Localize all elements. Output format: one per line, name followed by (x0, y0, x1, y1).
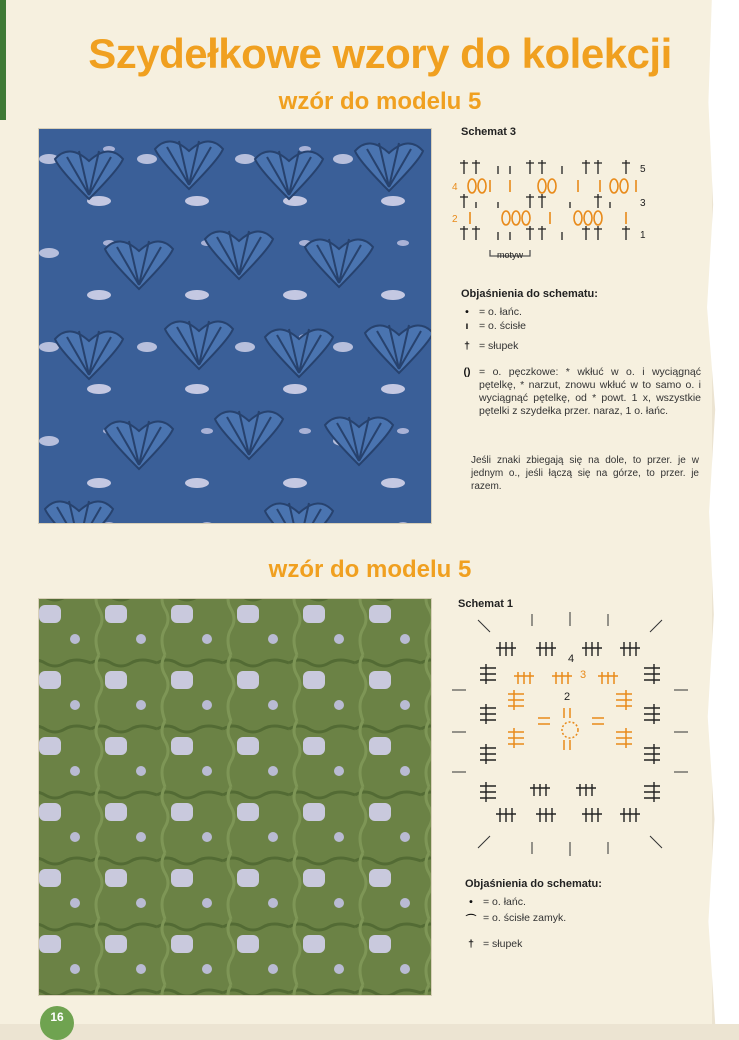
legend-2-row-dc (465, 938, 695, 950)
slip-stitch-symbol-icon: ⌒ (465, 914, 477, 926)
schema-3-caption: motyw (496, 250, 524, 260)
schema-3-row-2: 2 (452, 214, 458, 225)
schema-1-title: Schemat 1 (458, 598, 514, 610)
puff-stitch-symbol-icon: () (463, 366, 471, 378)
legend-2-row-slip (465, 912, 695, 927)
legend-1-text-puff: = o. pęczkowe: * wkłuć w o. i wyciągnąć pętelkę, * narzut, znowu wkłuć w to samo o. i wyciągnąć pętelkę, od * powt. 1 x, wszystkie pętelki z szydełka przer. naraz, 1 o. łańc. (479, 366, 701, 417)
schema-3-diagram (450, 150, 660, 262)
schema-3-row-4: 4 (452, 182, 458, 193)
green-crochet-swatch-photo (38, 598, 432, 996)
legend-1-text-chain: = o. łańc. (479, 306, 522, 318)
legend-2-text-dc: = słupek (483, 938, 523, 950)
legend-1-text-sc: = o. ścisłe (479, 320, 526, 332)
schema-1-round-2: 2 (564, 691, 571, 703)
legend-2-text-chain: = o. łańc. (483, 896, 526, 908)
chain-symbol-icon: • (469, 896, 473, 908)
schema-3-row-5: 5 (640, 164, 646, 175)
legend-1-row-dc (461, 340, 701, 352)
legend-1-row-chain (461, 306, 701, 318)
chain-symbol-icon: • (465, 306, 469, 318)
schema-1-round-4: 4 (568, 653, 575, 665)
legend-2-title: Objaśnienia do schematu: (465, 878, 602, 890)
double-crochet-symbol-icon: † (464, 340, 470, 352)
legend-1-row-puff (461, 366, 701, 418)
legend-1-row-sc (461, 320, 701, 332)
schema-3-row-3: 3 (640, 198, 646, 209)
single-crochet-symbol-icon: ı (465, 320, 469, 332)
section-1-subtitle: wzór do modelu 5 (278, 88, 482, 115)
legend-1-note: Jeśli znaki zbiegają się na dole, to przer. je w jednym o., jeśli łączą się na górze, to przer. je razem. (471, 455, 699, 492)
legend-2-row-chain (465, 896, 695, 908)
page-title: Szydełkowe wzory do kolekcji (88, 30, 672, 77)
schema-3-row-1: 1 (640, 230, 646, 241)
legend-2-text-slip: = o. ścisłe zamyk. (483, 912, 567, 924)
legend-1-text-dc: = słupek (479, 340, 519, 352)
green-margin-strip (0, 0, 6, 120)
legend-1-title: Objaśnienia do schematu: (461, 288, 598, 300)
double-crochet-symbol-icon: † (468, 938, 474, 950)
schema-3-title: Schemat 3 (461, 126, 517, 138)
schema-1-diagram (452, 612, 688, 856)
page-number: 16 (40, 1006, 74, 1040)
section-2-subtitle: wzór do modelu 5 (268, 556, 472, 583)
blue-crochet-swatch-photo (38, 128, 432, 524)
schema-1-round-3: 3 (580, 669, 587, 681)
